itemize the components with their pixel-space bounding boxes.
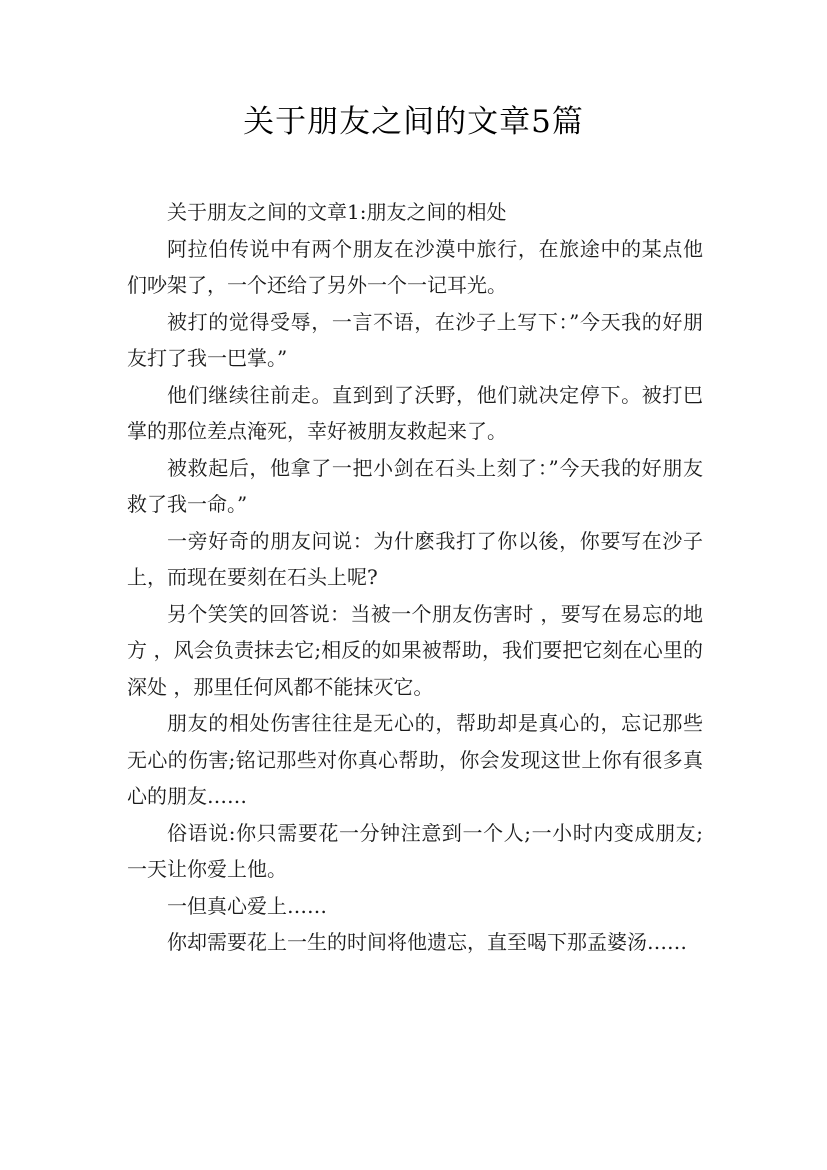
paragraph-6: 一旁好奇的朋友问说：为什麽我打了你以後，你要写在沙子上，而现在要刻在石头上呢? <box>127 528 703 589</box>
paragraph-2: 阿拉伯传说中有两个朋友在沙漠中旅行，在旅途中的某点他们吵架了，一个还给了另外一个一记耳光。 <box>127 236 703 297</box>
paragraph-7: 另个笑笑的回答说：当被一个朋友伤害时 ，要写在易忘的地方 ，风会负责抹去它;相反的如果被帮助，我们要把它刻在心里的深处 ，那里任何风都不能抹灭它。 <box>127 601 703 699</box>
paragraph-11: 你却需要花上一生的时间将他遗忘，直至喝下那孟婆汤…… <box>167 930 687 954</box>
paragraph-8: 朋友的相处伤害往往是无心的，帮助却是真心的，忘记那些无心的伤害;铭记那些对你真心帮助，你会发现这世上你有很多真心的朋友…… <box>127 711 703 808</box>
paragraph-5: 被救起后，他拿了一把小剑在石头上刻了：”今天我的好朋友救了我一命。” <box>127 455 703 516</box>
document-body <box>127 194 703 961</box>
paragraph-4: 他们继续往前走。直到到了沃野，他们就决定停下。被打巴掌的那位差点淹死，幸好被朋友救起来了。 <box>127 382 703 443</box>
paragraph-3: 被打的觉得受辱，一言不语，在沙子上写下：”今天我的好朋友打了我一巴掌。” <box>127 309 703 370</box>
paragraph-1: 关于朋友之间的文章1:朋友之间的相处 <box>167 200 507 224</box>
paragraph-9: 俗语说:你只需要花一分钟注意到一个人;一小时内变成朋友;一天让你爱上他。 <box>127 820 703 881</box>
paragraph-10: 一但真心爱上…… <box>167 893 327 918</box>
document-title: 关于朋友之间的文章5篇 <box>243 104 584 140</box>
